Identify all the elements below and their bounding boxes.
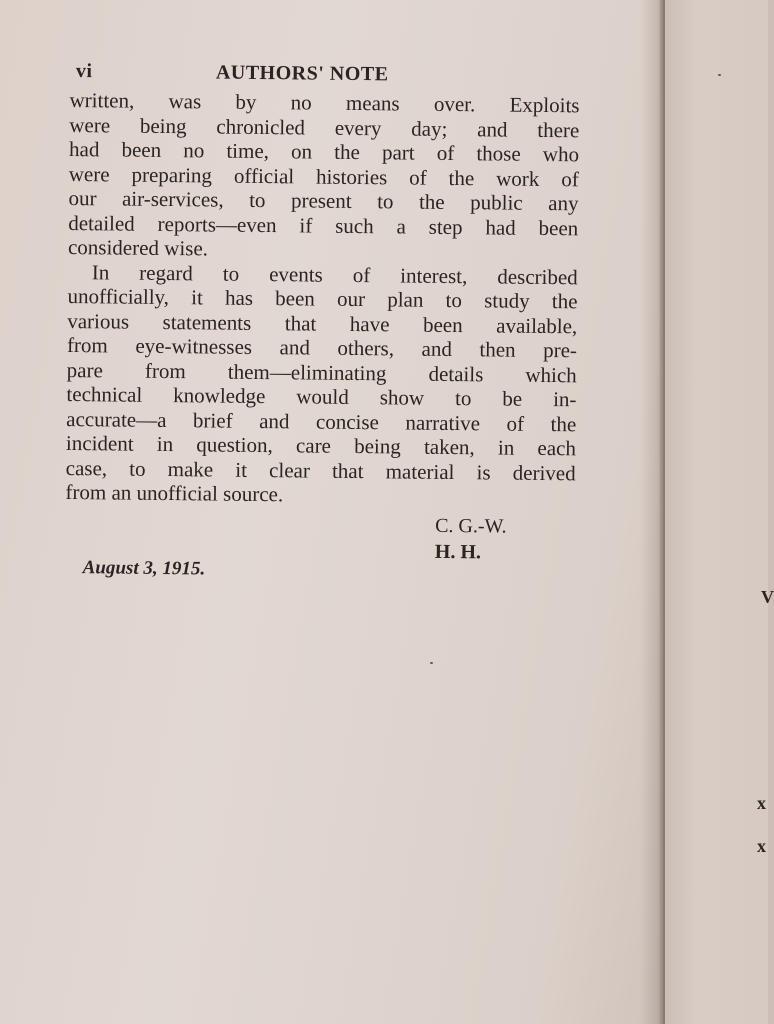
right-page-fragment: x xyxy=(757,836,766,856)
paper-speck xyxy=(718,74,721,76)
paragraph-2 xyxy=(65,259,578,509)
text-line: technical knowledge would show to be in- xyxy=(66,381,577,412)
text-line: detailed reports—even if such a step had been xyxy=(68,210,579,240)
signature-initials: C. G.-W. xyxy=(435,514,507,538)
right-page xyxy=(665,0,774,1024)
text-line: considered wise. xyxy=(67,234,209,261)
text-line: various statements that have been available, xyxy=(67,308,578,338)
date-line: August 3, 1915. xyxy=(82,556,206,579)
text-line: unofficially, it has been our plan to study the xyxy=(67,283,578,314)
text-line: In regard to events of interest, described xyxy=(91,259,578,289)
text-line: our air-services, to present to the public any xyxy=(68,185,579,216)
text-line: had been no time, on the part of those who xyxy=(68,136,580,167)
page-text-block xyxy=(65,60,580,579)
text-line: were preparing official histories of the work of xyxy=(68,161,579,191)
page-number: vi xyxy=(75,60,93,83)
text-line: case, to make it clear that material is derived xyxy=(65,455,576,485)
text-line: from an unofficial source. xyxy=(65,479,284,507)
text-line: written, was by no means over. Exploits xyxy=(69,87,580,118)
text-line: were being chronicled every day; and there xyxy=(69,112,580,142)
running-head-title: AUTHORS' NOTE xyxy=(215,61,389,86)
running-head xyxy=(70,60,580,93)
text-line: accurate—a brief and concise narrative of the xyxy=(66,406,577,436)
signature-block xyxy=(65,510,576,579)
signature-initials: H. H. xyxy=(434,540,482,563)
paper-speck xyxy=(430,662,433,664)
right-page-fragment: x xyxy=(757,793,766,813)
text-line: pare from them—eliminating details which xyxy=(66,357,577,387)
text-line: from eye-witnesses and others, and then pre- xyxy=(66,332,578,363)
right-page-fragment: V xyxy=(761,587,774,607)
text-line: incident in question, care being taken, in each xyxy=(65,430,577,461)
paragraph-1 xyxy=(68,88,580,265)
